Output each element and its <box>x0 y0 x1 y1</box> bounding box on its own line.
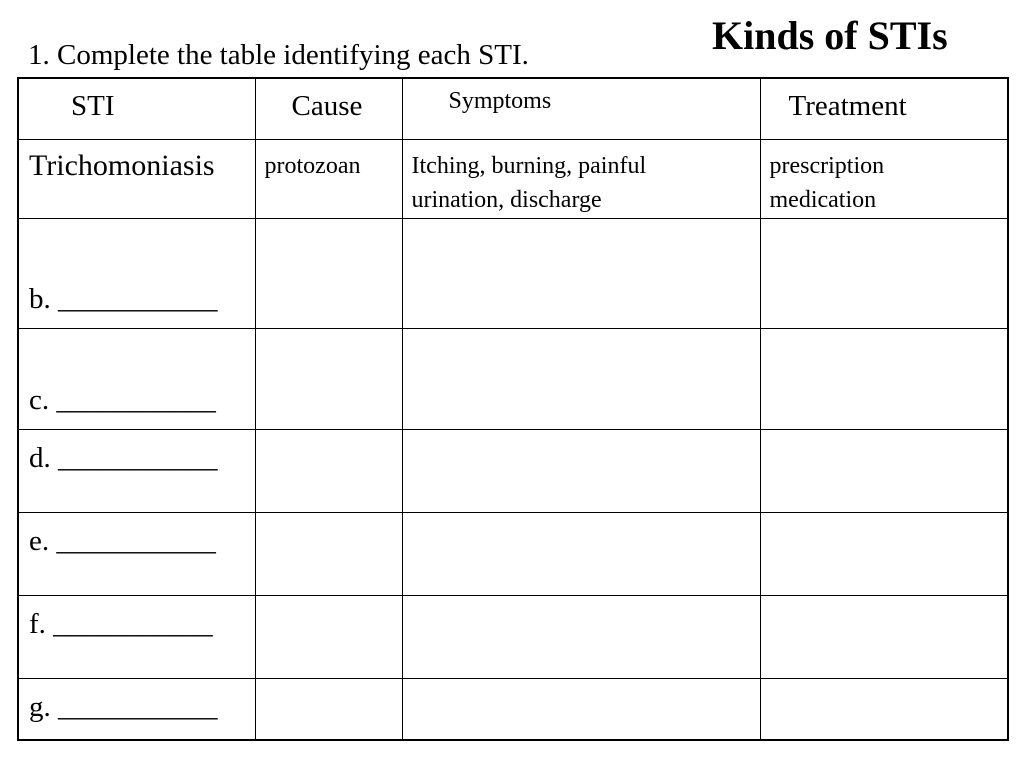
table-row <box>18 596 1008 679</box>
table-row <box>18 679 1008 741</box>
table-row <box>18 140 1008 219</box>
sti-table <box>17 77 1009 741</box>
page-title: Kinds of STIs <box>712 13 948 58</box>
header-cell-symptoms <box>402 78 760 140</box>
sti-blank: e. ___________ <box>29 525 216 557</box>
symptoms-cell[interactable] <box>402 219 760 329</box>
treatment-cell[interactable] <box>760 219 1008 329</box>
sti-blank: g. ___________ <box>29 691 218 723</box>
table-row <box>18 219 1008 329</box>
treatment-value <box>770 149 885 217</box>
header-treatment: Treatment <box>788 90 907 122</box>
header-sti: STI <box>71 90 115 122</box>
cause-cell[interactable] <box>255 513 402 596</box>
treatment-cell[interactable] <box>760 430 1008 513</box>
symptoms-line: Itching, burning, painful <box>411 153 647 179</box>
header-cell-cause <box>255 78 402 140</box>
table-header-row <box>18 78 1008 140</box>
cause-value: protozoan <box>264 153 361 179</box>
sti-cell[interactable] <box>18 329 255 430</box>
sti-blank: c. ___________ <box>29 384 216 416</box>
sti-cell <box>18 140 255 219</box>
table-row <box>18 329 1008 430</box>
sti-cell[interactable] <box>18 513 255 596</box>
header-cause: Cause <box>291 90 363 122</box>
treatment-cell[interactable] <box>760 329 1008 430</box>
cause-cell[interactable] <box>255 596 402 679</box>
sti-cell[interactable] <box>18 219 255 329</box>
sti-cell[interactable] <box>18 430 255 513</box>
treatment-cell <box>760 140 1008 219</box>
sti-blank: f. ___________ <box>29 608 213 640</box>
header-symptoms: Symptoms <box>448 88 552 114</box>
cause-cell[interactable] <box>255 430 402 513</box>
table-row <box>18 513 1008 596</box>
symptoms-cell[interactable] <box>402 596 760 679</box>
treatment-line: prescription <box>769 153 885 179</box>
sti-blank: d. ___________ <box>29 442 218 474</box>
sti-name: Trichomoniasis <box>29 149 215 182</box>
sti-cell[interactable] <box>18 596 255 679</box>
symptoms-value <box>412 149 647 217</box>
header-cell-treatment <box>760 78 1008 140</box>
sti-cell[interactable] <box>18 679 255 741</box>
cause-cell[interactable] <box>255 329 402 430</box>
symptoms-cell[interactable] <box>402 513 760 596</box>
symptoms-cell <box>402 140 760 219</box>
table-row <box>18 430 1008 513</box>
cause-cell[interactable] <box>255 679 402 741</box>
symptoms-line: urination, discharge <box>411 187 602 213</box>
cause-cell <box>255 140 402 219</box>
symptoms-cell[interactable] <box>402 430 760 513</box>
cause-cell[interactable] <box>255 219 402 329</box>
instruction-text: 1. Complete the table identifying each STI. <box>28 39 529 71</box>
treatment-cell[interactable] <box>760 679 1008 741</box>
symptoms-cell[interactable] <box>402 329 760 430</box>
treatment-cell[interactable] <box>760 513 1008 596</box>
treatment-cell[interactable] <box>760 596 1008 679</box>
sti-blank: b. ___________ <box>29 283 218 315</box>
treatment-line: medication <box>769 187 877 213</box>
symptoms-cell[interactable] <box>402 679 760 741</box>
header-cell-sti <box>18 78 255 140</box>
